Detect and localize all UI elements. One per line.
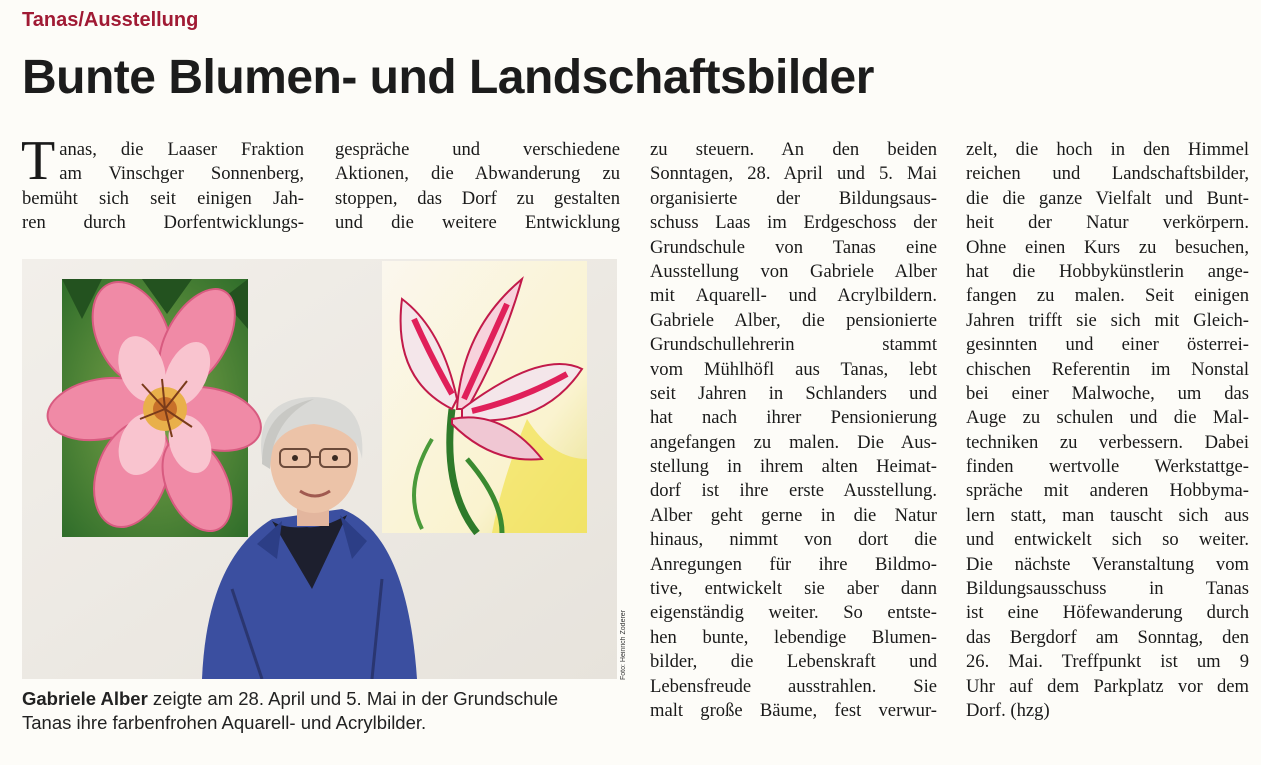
text-line: hat nach ihrer Pensionierung	[650, 407, 937, 429]
text-line: Uhr auf dem Parkplatz vor dem	[966, 675, 1249, 697]
text-line: die die ganze Vielfalt und Bunt-	[966, 187, 1249, 209]
text-line: gesinnten und einer österrei-	[966, 334, 1249, 356]
article-column-2	[335, 138, 620, 236]
text-line: Aktionen, die Abwanderung zu	[335, 163, 620, 185]
text-line: hat die Hobbykünstlerin ange-	[966, 260, 1249, 282]
caption-text: zeigte am 28. April und 5. Mai in der Grundschule	[147, 688, 559, 709]
text-line: fangen zu malen. Seit einigen	[966, 285, 1249, 307]
text-line: techniken zu verbessern. Dabei	[966, 431, 1249, 453]
text-line: hinaus, nimmt von dort die	[650, 529, 937, 551]
text-line: Auge zu schulen und die Mal-	[966, 407, 1249, 429]
text-line: anas, die Laaser Fraktion	[59, 139, 304, 160]
tulip-painting	[382, 261, 587, 533]
text-line: ist eine Höfewanderung durch	[966, 602, 1249, 624]
text-line: malt große Bäume, fest verwur-	[650, 699, 937, 721]
flower-painting	[43, 269, 268, 542]
text-line: Sonntagen, 28. April und 5. Mai	[650, 163, 937, 185]
text-line: bei einer Malwoche, um das	[966, 382, 1249, 404]
text-line: Dorf. (hzg)	[966, 699, 1050, 721]
text-line: bilder, die Lebenskraft und	[650, 651, 937, 673]
text-line: vom Mühlhöfl aus Tanas, lebt	[650, 358, 937, 380]
drop-cap: T	[21, 130, 56, 192]
text-line: mit Aquarell- und Acrylbildern.	[650, 285, 937, 307]
photo-credit: Foto: Heinrich Zoderer	[620, 609, 627, 680]
caption-line-1	[22, 687, 622, 711]
text-line: chischen Referentin im Nonstal	[966, 358, 1249, 380]
text-line: Ohne einen Kurs zu besuchen,	[966, 236, 1249, 258]
text-line: Die nächste Veranstaltung vom	[966, 553, 1249, 575]
text-line: dorf ist ihre erste Ausstellung.	[650, 480, 937, 502]
article-column-4	[966, 138, 1249, 723]
text-line: eigenständig weiter. So entste-	[650, 602, 937, 624]
text-line: spräche mit anderen Hobbyma-	[966, 480, 1249, 502]
article-column-3	[650, 138, 937, 723]
photo-caption	[22, 687, 622, 735]
text-line: schuss Laas im Erdgeschoss der	[650, 212, 937, 234]
text-line: das Bergdorf am Sonntag, den	[966, 626, 1249, 648]
text-line: Lebensfreude ausstrahlen. Sie	[650, 675, 937, 697]
headline: Bunte Blumen- und Landschaftsbilder	[22, 51, 874, 104]
text-line: organisierte der Bildungsaus-	[650, 187, 937, 209]
text-line: lern statt, man tauscht sich aus	[966, 504, 1249, 526]
text-line: Ausstellung von Gabriele Alber	[650, 260, 937, 282]
text-line: und die weitere Entwicklung	[335, 212, 620, 234]
text-line: finden wertvolle Werkstattge-	[966, 456, 1249, 478]
text-line: Anregungen für ihre Bildmo-	[650, 553, 937, 575]
text-line: Gabriele Alber, die pensionierte	[650, 309, 937, 331]
text-line: Grundschullehrerin stammt	[650, 334, 937, 356]
text-line: bemüht sich seit einigen Jah-	[22, 187, 304, 209]
exhibition-photo	[22, 259, 617, 679]
text-line: am Vinschger Sonnenberg,	[59, 163, 304, 185]
text-line: Jahren trifft sie sich mit Gleich-	[966, 309, 1249, 331]
text-line: und entwickelt sich so weiter.	[966, 529, 1249, 551]
text-line: angefangen zu malen. Die Aus-	[650, 431, 937, 453]
text-line: heit der Natur verkörpern.	[966, 212, 1249, 234]
text-line: stellung in ihrem alten Heimat-	[650, 456, 937, 478]
text-line: zu steuern. An den beiden	[650, 139, 937, 160]
text-line: reichen und Landschaftsbilder,	[966, 163, 1249, 185]
text-line: 26. Mai. Treffpunkt ist um 9	[966, 651, 1249, 673]
text-line: Bildungsausschuss in Tanas	[966, 578, 1249, 600]
photo-illustration	[22, 259, 617, 679]
text-line: Grundschule von Tanas eine	[650, 236, 937, 258]
text-line: hen bunte, lebendige Blumen-	[650, 626, 937, 648]
text-line: stoppen, das Dorf zu gestalten	[335, 187, 620, 209]
text-line: tive, entwickelt sie aber dann	[650, 578, 937, 600]
text-line: zelt, die hoch in den Himmel	[966, 139, 1249, 160]
text-line: ren durch Dorfentwicklungs-	[22, 212, 304, 234]
section-label: Tanas/Ausstellung	[22, 9, 199, 31]
caption-line-2: Tanas ihre farbenfrohen Aquarell- und Acrylbilder.	[22, 712, 427, 733]
article-column-1	[21, 130, 304, 236]
caption-name: Gabriele Alber	[22, 688, 148, 709]
text-line: gespräche und verschiedene	[335, 139, 620, 160]
text-line: seit Jahren in Schlanders und	[650, 382, 937, 404]
text-line: Alber geht gerne in die Natur	[650, 504, 937, 526]
